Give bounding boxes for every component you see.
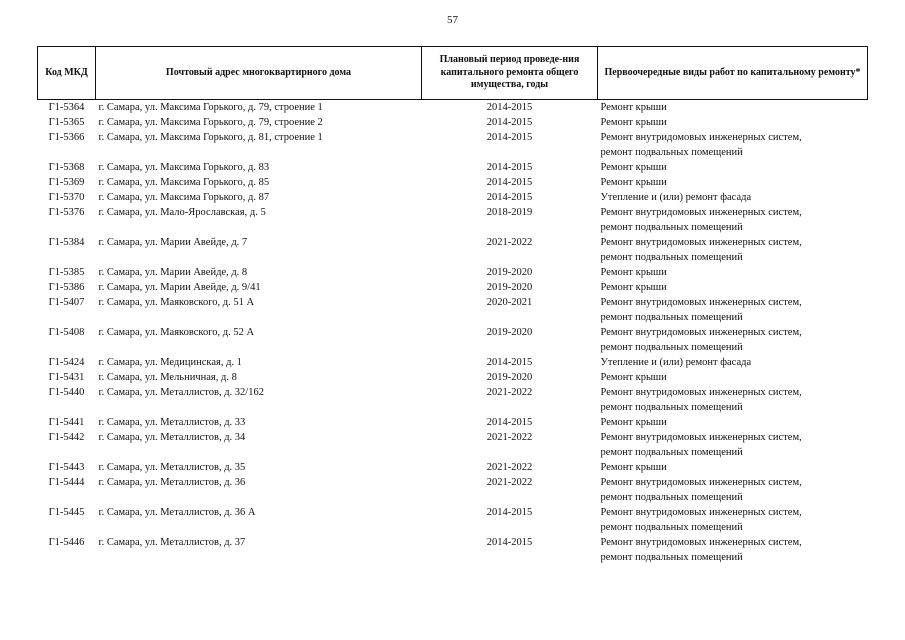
row-code: Г1-5443 <box>48 462 85 473</box>
row-work <box>598 175 868 190</box>
row-period: 2019-2020 <box>486 327 533 338</box>
row-address: г. Самара, ул. Медицинская, д. 1 <box>98 357 242 368</box>
row-address: г. Самара, ул. Маяковского, д. 51 А <box>98 297 255 308</box>
row-work-line: Ремонт крыши <box>600 267 667 278</box>
row-work-line: ремонт подвальных помещений <box>600 147 743 158</box>
row-work <box>598 460 868 475</box>
row-code: Г1-5376 <box>48 207 85 218</box>
row-work-line: Ремонт внутридомовых инженерных систем, <box>600 207 802 218</box>
table-row <box>38 355 868 370</box>
row-work <box>598 325 868 355</box>
row-code: Г1-5368 <box>48 162 85 173</box>
row-code: Г1-5384 <box>48 237 85 248</box>
table-row <box>38 415 868 430</box>
row-work <box>598 235 868 265</box>
row-work <box>598 415 868 430</box>
row-period: 2014-2015 <box>486 177 533 188</box>
row-work-line: Ремонт внутридомовых инженерных систем, <box>600 132 802 143</box>
row-work <box>598 430 868 460</box>
header-address: Почтовый адрес многоквартирного дома <box>96 47 422 100</box>
row-address: г. Самара, ул. Мало-Ярославская, д. 5 <box>98 207 266 218</box>
row-code: Г1-5408 <box>48 327 85 338</box>
row-work <box>598 355 868 370</box>
row-work-line: Ремонт крыши <box>600 282 667 293</box>
header-work: Первоочередные виды работ по капитальному ремонту* <box>598 47 868 100</box>
row-address: г. Самара, ул. Металлистов, д. 32/162 <box>98 387 264 398</box>
row-work-line: Ремонт внутридомовых инженерных систем, <box>600 327 802 338</box>
row-work-line: Ремонт крыши <box>600 462 667 473</box>
row-address: г. Самара, ул. Марии Авейде, д. 9/41 <box>98 282 261 293</box>
row-address: г. Самара, ул. Максима Горького, д. 85 <box>98 177 270 188</box>
row-address: г. Самара, ул. Маяковского, д. 52 А <box>98 327 255 338</box>
row-code: Г1-5366 <box>48 132 85 143</box>
row-code: Г1-5446 <box>48 537 85 548</box>
table-row <box>38 205 868 235</box>
row-work-line: Ремонт внутридомовых инженерных систем, <box>600 387 802 398</box>
row-code: Г1-5386 <box>48 282 85 293</box>
table-header-row <box>38 47 868 100</box>
row-work <box>598 280 868 295</box>
row-work-line: Ремонт крыши <box>600 417 667 428</box>
table-row <box>38 190 868 205</box>
row-work <box>598 130 868 160</box>
row-work-line: ремонт подвальных помещений <box>600 312 743 323</box>
row-address: г. Самара, ул. Металлистов, д. 36 <box>98 477 246 488</box>
row-period: 2014-2015 <box>486 102 533 113</box>
table-row <box>38 265 868 280</box>
row-address: г. Самара, ул. Максима Горького, д. 83 <box>98 162 270 173</box>
table-row <box>38 535 868 565</box>
row-work-line: ремонт подвальных помещений <box>600 252 743 263</box>
row-code: Г1-5370 <box>48 192 85 203</box>
row-period: 2014-2015 <box>486 117 533 128</box>
row-work-line: ремонт подвальных помещений <box>600 402 743 413</box>
row-work-line: Ремонт внутридомовых инженерных систем, <box>600 477 802 488</box>
row-address: г. Самара, ул. Мельничная, д. 8 <box>98 372 237 383</box>
row-work <box>598 100 868 116</box>
row-period: 2014-2015 <box>486 417 533 428</box>
row-code: Г1-5444 <box>48 477 85 488</box>
row-work-line: Утепление и (или) ремонт фасада <box>600 192 752 203</box>
row-code: Г1-5365 <box>48 117 85 128</box>
row-period: 2021-2022 <box>486 432 533 443</box>
table-row <box>38 130 868 160</box>
table-row <box>38 100 868 116</box>
row-work <box>598 385 868 415</box>
row-work <box>598 295 868 325</box>
table-row <box>38 460 868 475</box>
row-work-line: Ремонт внутридомовых инженерных систем, <box>600 537 802 548</box>
row-work-line: ремонт подвальных помещений <box>600 447 743 458</box>
row-address: г. Самара, ул. Марии Авейде, д. 8 <box>98 267 248 278</box>
row-code: Г1-5442 <box>48 432 85 443</box>
row-address: г. Самара, ул. Максима Горького, д. 81, строение 1 <box>98 132 323 143</box>
row-code: Г1-5364 <box>48 102 85 113</box>
table-row <box>38 235 868 265</box>
page-number: 57 <box>447 14 458 26</box>
row-work-line: ремонт подвальных помещений <box>600 492 743 503</box>
row-period: 2018-2019 <box>486 207 533 218</box>
row-address: г. Самара, ул. Максима Горького, д. 87 <box>98 192 270 203</box>
row-code: Г1-5424 <box>48 357 85 368</box>
row-address: г. Самара, ул. Максима Горького, д. 79, строение 2 <box>98 117 323 128</box>
table-row <box>38 505 868 535</box>
row-work-line: Ремонт крыши <box>600 372 667 383</box>
table-row <box>38 385 868 415</box>
row-work-line: Ремонт внутридомовых инженерных систем, <box>600 432 802 443</box>
table-row <box>38 115 868 130</box>
row-work <box>598 205 868 235</box>
row-period: 2021-2022 <box>486 237 533 248</box>
row-code: Г1-5407 <box>48 297 85 308</box>
row-period: 2021-2022 <box>486 462 533 473</box>
row-work <box>598 475 868 505</box>
table-row <box>38 280 868 295</box>
table-row <box>38 160 868 175</box>
row-work-line: Ремонт крыши <box>600 177 667 188</box>
row-work <box>598 505 868 535</box>
row-period: 2021-2022 <box>486 477 533 488</box>
row-address: г. Самара, ул. Металлистов, д. 34 <box>98 432 246 443</box>
table-row <box>38 430 868 460</box>
header-code: Код МКД <box>38 47 96 100</box>
row-code: Г1-5440 <box>48 387 85 398</box>
row-work <box>598 115 868 130</box>
row-work <box>598 370 868 385</box>
row-period: 2019-2020 <box>486 267 533 278</box>
row-address: г. Самара, ул. Марии Авейде, д. 7 <box>98 237 248 248</box>
row-work-line: Ремонт внутридомовых инженерных систем, <box>600 237 802 248</box>
row-code: Г1-5431 <box>48 372 85 383</box>
row-period: 2014-2015 <box>486 537 533 548</box>
header-period: Плановый период проведе-ния капитального ремонта общего имущества, годы <box>422 47 598 100</box>
row-work <box>598 160 868 175</box>
row-work-line: Ремонт крыши <box>600 162 667 173</box>
table-body <box>38 100 868 566</box>
row-work-line: Ремонт внутридомовых инженерных систем, <box>600 297 802 308</box>
table-row <box>38 295 868 325</box>
row-work-line: ремонт подвальных помещений <box>600 522 743 533</box>
row-period: 2020-2021 <box>486 297 533 308</box>
row-work-line: Ремонт крыши <box>600 117 667 128</box>
table-row <box>38 325 868 355</box>
row-work-line: ремонт подвальных помещений <box>600 552 743 563</box>
table-row <box>38 370 868 385</box>
row-work <box>598 190 868 205</box>
table-row <box>38 175 868 190</box>
row-work-line: Ремонт внутридомовых инженерных систем, <box>600 507 802 518</box>
row-period: 2019-2020 <box>486 372 533 383</box>
row-period: 2014-2015 <box>486 507 533 518</box>
row-work <box>598 535 868 565</box>
row-period: 2021-2022 <box>486 387 533 398</box>
row-address: г. Самара, ул. Максима Горького, д. 79, строение 1 <box>98 102 323 113</box>
table-row <box>38 475 868 505</box>
row-address: г. Самара, ул. Металлистов, д. 36 А <box>98 507 256 518</box>
row-code: Г1-5441 <box>48 417 85 428</box>
row-work-line: ремонт подвальных помещений <box>600 342 743 353</box>
row-address: г. Самара, ул. Металлистов, д. 35 <box>98 462 246 473</box>
row-period: 2014-2015 <box>486 357 533 368</box>
row-period: 2014-2015 <box>486 162 533 173</box>
capital-repair-table <box>37 46 868 565</box>
row-work-line: Ремонт крыши <box>600 102 667 113</box>
row-address: г. Самара, ул. Металлистов, д. 37 <box>98 537 246 548</box>
row-period: 2014-2015 <box>486 192 533 203</box>
row-period: 2014-2015 <box>486 132 533 143</box>
row-code: Г1-5385 <box>48 267 85 278</box>
row-work <box>598 265 868 280</box>
row-period: 2019-2020 <box>486 282 533 293</box>
row-work-line: Утепление и (или) ремонт фасада <box>600 357 752 368</box>
row-code: Г1-5369 <box>48 177 85 188</box>
row-work-line: ремонт подвальных помещений <box>600 222 743 233</box>
row-address: г. Самара, ул. Металлистов, д. 33 <box>98 417 246 428</box>
row-code: Г1-5445 <box>48 507 85 518</box>
